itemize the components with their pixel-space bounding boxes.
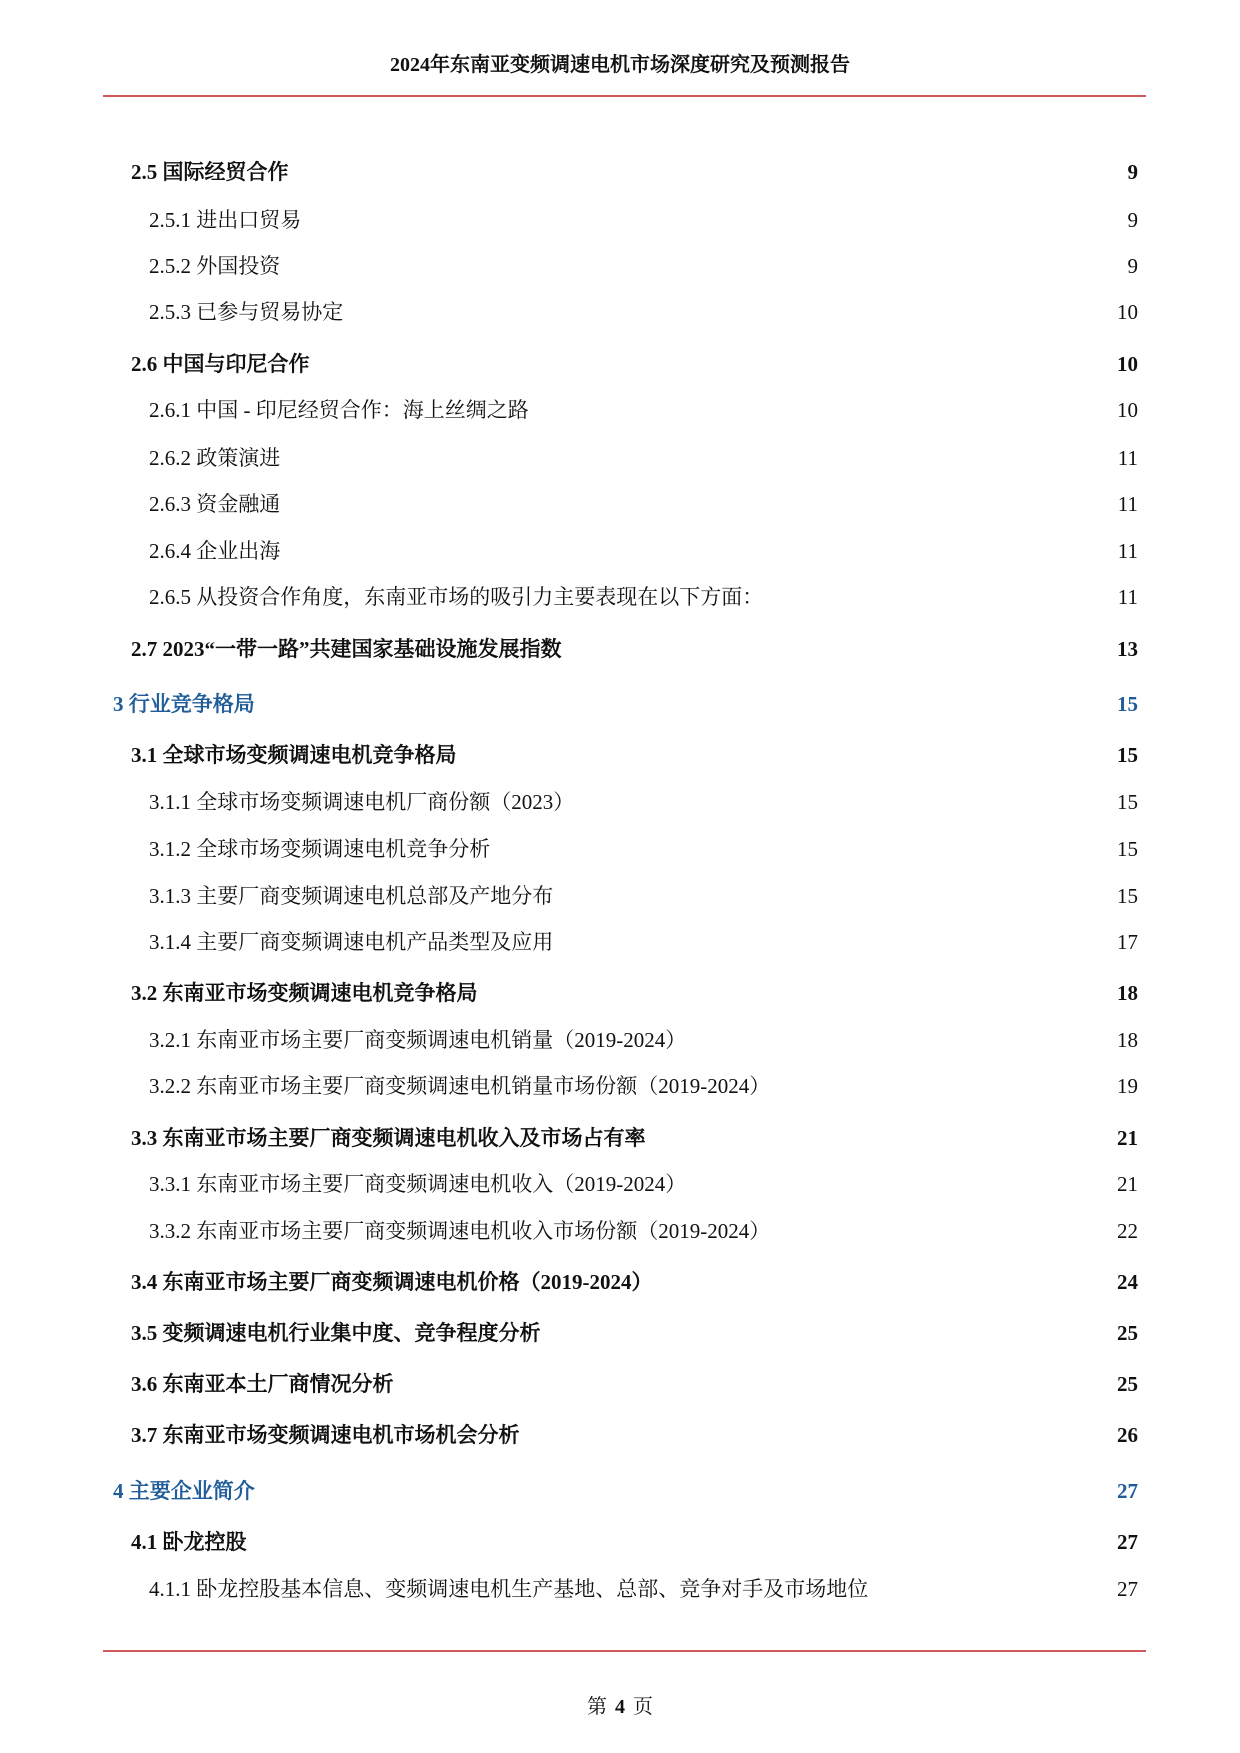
toc-entry[interactable] [0,927,1240,957]
toc-entry-label[interactable]: 2.5.2 外国投资 [149,254,281,278]
toc-entry[interactable] [0,489,1240,519]
toc-entry-page-number[interactable]: 25 [1117,1372,1138,1396]
footer-divider [103,1650,1146,1652]
header-divider [103,95,1146,97]
toc-entry-page-number[interactable]: 26 [1117,1423,1138,1447]
toc-entry[interactable] [0,740,1240,770]
toc-entry[interactable] [0,1169,1240,1199]
toc-entry-label[interactable]: 3.2.1 东南亚市场主要厂商变频调速电机销量（2019-2024） [149,1028,687,1052]
toc-entry[interactable] [0,443,1240,473]
toc-entry[interactable] [0,349,1240,379]
toc-entry[interactable] [0,1574,1240,1604]
toc-entry-label[interactable]: 3.2.2 东南亚市场主要厂商变频调速电机销量市场份额（2019-2024） [149,1074,771,1098]
toc-entry-page-number[interactable]: 10 [1117,352,1138,376]
toc-entry-label[interactable]: 2.7 2023“一带一路”共建国家基础设施发展指数 [131,637,562,661]
toc-entry[interactable] [0,1369,1240,1399]
toc-entry[interactable] [0,536,1240,566]
document-header-title: 2024年东南亚变频调速电机市场深度研究及预测报告 [390,54,850,76]
toc-entry[interactable] [0,1476,1240,1506]
toc-entry-label[interactable]: 4.1 卧龙控股 [131,1530,247,1554]
toc-entry-label[interactable]: 4 主要企业简介 [113,1479,255,1503]
toc-entry-page-number[interactable]: 11 [1117,539,1138,563]
toc-entry[interactable] [0,1025,1240,1055]
toc-entry-page-number[interactable]: 27 [1117,1530,1138,1554]
toc-entry[interactable] [0,251,1240,281]
toc-entry-page-number[interactable]: 9 [1127,160,1138,184]
toc-entry-page-number[interactable]: 17 [1117,930,1138,954]
toc-entry-label[interactable]: 3.7 东南亚市场变频调速电机市场机会分析 [131,1423,520,1447]
toc-entry-page-number[interactable]: 15 [1117,692,1138,716]
toc-entry-label[interactable]: 2.6.5 从投资合作角度，东南亚市场的吸引力主要表现在以下方面： [149,585,764,609]
toc-entry-page-number[interactable]: 24 [1117,1270,1138,1294]
toc-entry-page-number[interactable]: 21 [1117,1126,1138,1150]
toc-entry-page-number[interactable]: 19 [1117,1074,1138,1098]
toc-entry-label[interactable]: 2.6 中国与印尼合作 [131,352,310,376]
toc-entry-page-number[interactable]: 18 [1117,981,1138,1005]
toc-entry-page-number[interactable]: 27 [1117,1479,1138,1503]
toc-entry-page-number[interactable]: 15 [1117,884,1138,908]
toc-entry-label[interactable]: 2.6.4 企业出海 [149,539,281,563]
toc-entry[interactable] [0,881,1240,911]
toc-entry[interactable] [0,1071,1240,1101]
footer-prefix: 第 [587,1696,607,1718]
toc-entry[interactable] [0,834,1240,864]
toc-entry-page-number[interactable]: 21 [1117,1172,1138,1196]
toc-entry[interactable] [0,205,1240,235]
toc-entry-label[interactable]: 3.1.4 主要厂商变频调速电机产品类型及应用 [149,930,554,954]
toc-entry[interactable] [0,978,1240,1008]
toc-entry[interactable] [0,634,1240,664]
toc-entry-page-number[interactable]: 10 [1117,398,1138,422]
toc-entry-label[interactable]: 2.5.1 进出口贸易 [149,208,302,232]
toc-entry[interactable] [0,1123,1240,1153]
toc-entry[interactable] [0,1527,1240,1557]
toc-entry[interactable] [0,297,1240,327]
toc-entry-label[interactable]: 3.3.1 东南亚市场主要厂商变频调速电机收入（2019-2024） [149,1172,687,1196]
toc-entry-label[interactable]: 3.3 东南亚市场主要厂商变频调速电机收入及市场占有率 [131,1126,646,1150]
toc-entry[interactable] [0,1216,1240,1246]
toc-entry-page-number[interactable]: 15 [1117,790,1138,814]
toc-entry[interactable] [0,689,1240,719]
toc-entry-label[interactable]: 2.6.1 中国 - 印尼经贸合作：海上丝绸之路 [149,398,529,422]
toc-entry-label[interactable]: 3.4 东南亚市场主要厂商变频调速电机价格（2019-2024） [131,1270,653,1294]
toc-entry-label[interactable]: 2.5 国际经贸合作 [131,160,289,184]
toc-entry-label[interactable]: 3.1.3 主要厂商变频调速电机总部及产地分布 [149,884,554,908]
toc-entry-page-number[interactable]: 27 [1117,1577,1138,1601]
toc-entry-label[interactable]: 3.6 东南亚本土厂商情况分析 [131,1372,394,1396]
toc-entry-page-number[interactable]: 18 [1117,1028,1138,1052]
toc-entry-page-number[interactable]: 11 [1117,492,1138,516]
toc-entry-label[interactable]: 2.6.3 资金融通 [149,492,281,516]
toc-entry-label[interactable]: 3.1 全球市场变频调速电机竞争格局 [131,743,457,767]
toc-entry-page-number[interactable]: 11 [1117,585,1138,609]
toc-entry-label[interactable]: 3.1.1 全球市场变频调速电机厂商份额（2023） [149,790,575,814]
toc-entry-page-number[interactable]: 9 [1127,254,1138,278]
toc-entry[interactable] [0,157,1240,187]
toc-entry-label[interactable]: 4.1.1 卧龙控股基本信息、变频调速电机生产基地、总部、竞争对手及市场地位 [149,1577,869,1601]
toc-entry-page-number[interactable]: 15 [1117,743,1138,767]
toc-entry-page-number[interactable]: 11 [1117,446,1138,470]
toc-entry[interactable] [0,395,1240,425]
toc-entry-label[interactable]: 3.2 东南亚市场变频调速电机竞争格局 [131,981,478,1005]
footer-page-number: 4 [615,1696,625,1718]
toc-entry-page-number[interactable]: 22 [1117,1219,1138,1243]
toc-entry[interactable] [0,1318,1240,1348]
toc-entry-page-number[interactable]: 15 [1117,837,1138,861]
page-footer [0,1690,1240,1719]
toc-entry[interactable] [0,787,1240,817]
footer-suffix: 页 [633,1696,653,1718]
toc-entry-label[interactable]: 2.6.2 政策演进 [149,446,281,470]
toc-entry-page-number[interactable]: 13 [1117,637,1138,661]
toc-entry[interactable] [0,582,1240,612]
toc-entry-label[interactable]: 3.3.2 东南亚市场主要厂商变频调速电机收入市场份额（2019-2024） [149,1219,771,1243]
toc-entry-label[interactable]: 3.5 变频调速电机行业集中度、竞争程度分析 [131,1321,541,1345]
toc-entry-page-number[interactable]: 10 [1117,300,1138,324]
toc-entry-page-number[interactable]: 9 [1127,208,1138,232]
toc-entry-page-number[interactable]: 25 [1117,1321,1138,1345]
toc-entry-label[interactable]: 3.1.2 全球市场变频调速电机竞争分析 [149,837,491,861]
toc-entry[interactable] [0,1420,1240,1450]
toc-entry-label[interactable]: 3 行业竞争格局 [113,692,255,716]
toc-entry[interactable] [0,1267,1240,1297]
toc-entry-label[interactable]: 2.5.3 已参与贸易协定 [149,300,344,324]
